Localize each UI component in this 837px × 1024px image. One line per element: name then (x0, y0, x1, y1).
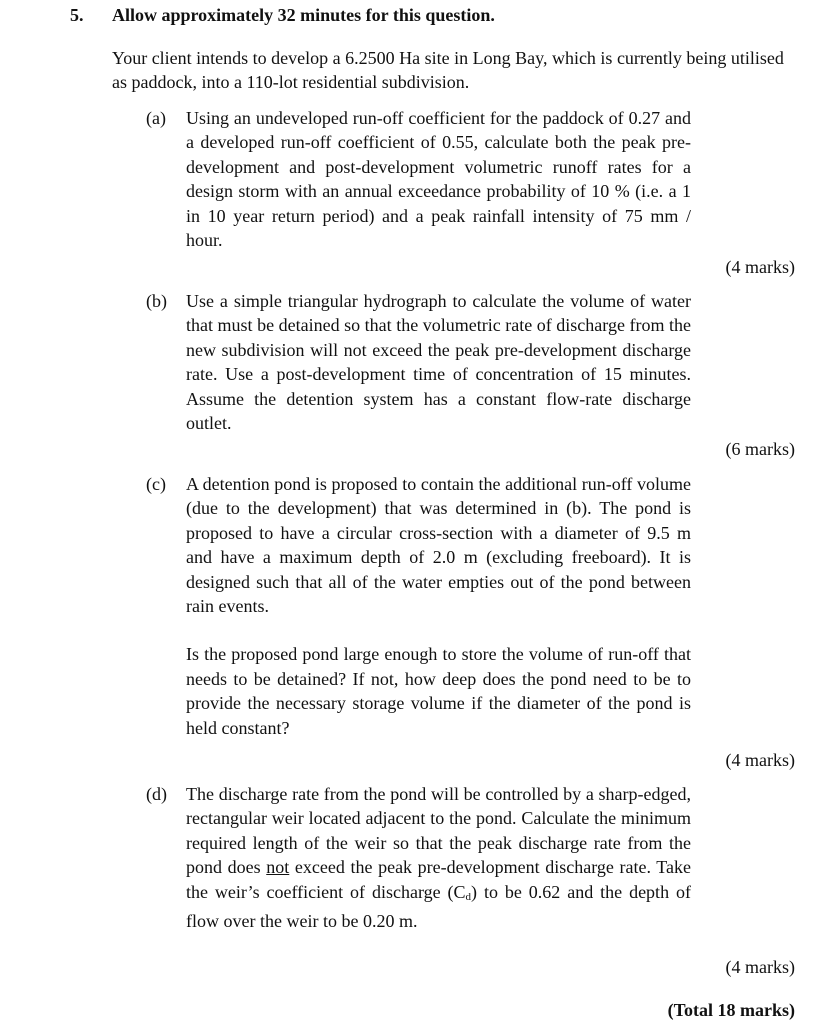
question-intro: Your client intends to develop a 6.2500 Ha site in Long Bay, which is currently being utilised as paddock, into a 110-lot residential subdivision. (112, 48, 784, 93)
part-c-label: (c) (146, 474, 166, 494)
part-b (146, 289, 691, 435)
part-b-text: Use a simple triangular hydrograph to calculate the volume of water that must be detained so that the volumetric rate of discharge from the new subdivision will not exceed the peak pre-development discharge rate. Use a post-development time of concentration of 15 minutes. Assume the detention system has a constant flow-rate discharge outlet. (186, 291, 691, 434)
part-d-emphasis: not (266, 857, 290, 878)
part-d-label: (d) (146, 784, 167, 804)
part-a-marks: (4 marks) (725, 257, 795, 277)
part-d-text-2: exceed the peak pre-development discharge rate. Take the weir’s coefficient of discharge (C (186, 857, 691, 902)
part-c-question: Is the proposed pond large enough to store the volume of run-off that needs to be detained? If not, how deep does the pond need to be to provide the necessary storage volume if the diameter of the pond is held constant? (186, 644, 691, 738)
question-time-allowance: Allow approximately 32 minutes for this question. (112, 5, 495, 25)
question-heading (70, 3, 495, 27)
part-b-label: (b) (146, 291, 167, 311)
part-d (146, 782, 691, 933)
part-d-text (186, 782, 691, 933)
total-marks: (Total 18 marks) (667, 1000, 795, 1020)
part-c-text: A detention pond is proposed to contain the additional run-off volume (due to the development) that was determined in (b). The pond is proposed to have a circular cross-section with a diameter of 9.5 m and have a maximum depth of 2.0 m (excluding freeboard). It is designed such that all of the water empties out of the pond between rain events. (186, 474, 691, 617)
question-number: 5. (70, 5, 84, 25)
part-a-label: (a) (146, 108, 166, 128)
part-a-text: Using an undeveloped run-off coefficient for the paddock of 0.27 and a developed run-off coefficient of 0.55, calculate both the peak pre-development and post-development volumetric runoff rates for a design storm with an annual exceedance probability of 10 % (i.e. a 1 in 10 year return period) and a peak rainfall intensity of 75 mm / hour. (186, 108, 691, 251)
part-c-marks: (4 marks) (725, 750, 795, 770)
part-d-text-1: The discharge rate from the pond will be controlled by a sharp-edged, rectangular weir located adjacent to the pond. Calculate the minimum required length of the weir so that the peak discharge rate from the pond does (186, 784, 691, 878)
part-d-subscript: d (465, 890, 472, 903)
part-d-marks: (4 marks) (725, 957, 795, 977)
part-c (146, 472, 691, 740)
part-d-text-3: ) to be 0.62 and the depth of flow over the weir to be 0.20 m. (186, 881, 691, 932)
part-b-marks: (6 marks) (725, 439, 795, 459)
part-a (146, 106, 691, 252)
